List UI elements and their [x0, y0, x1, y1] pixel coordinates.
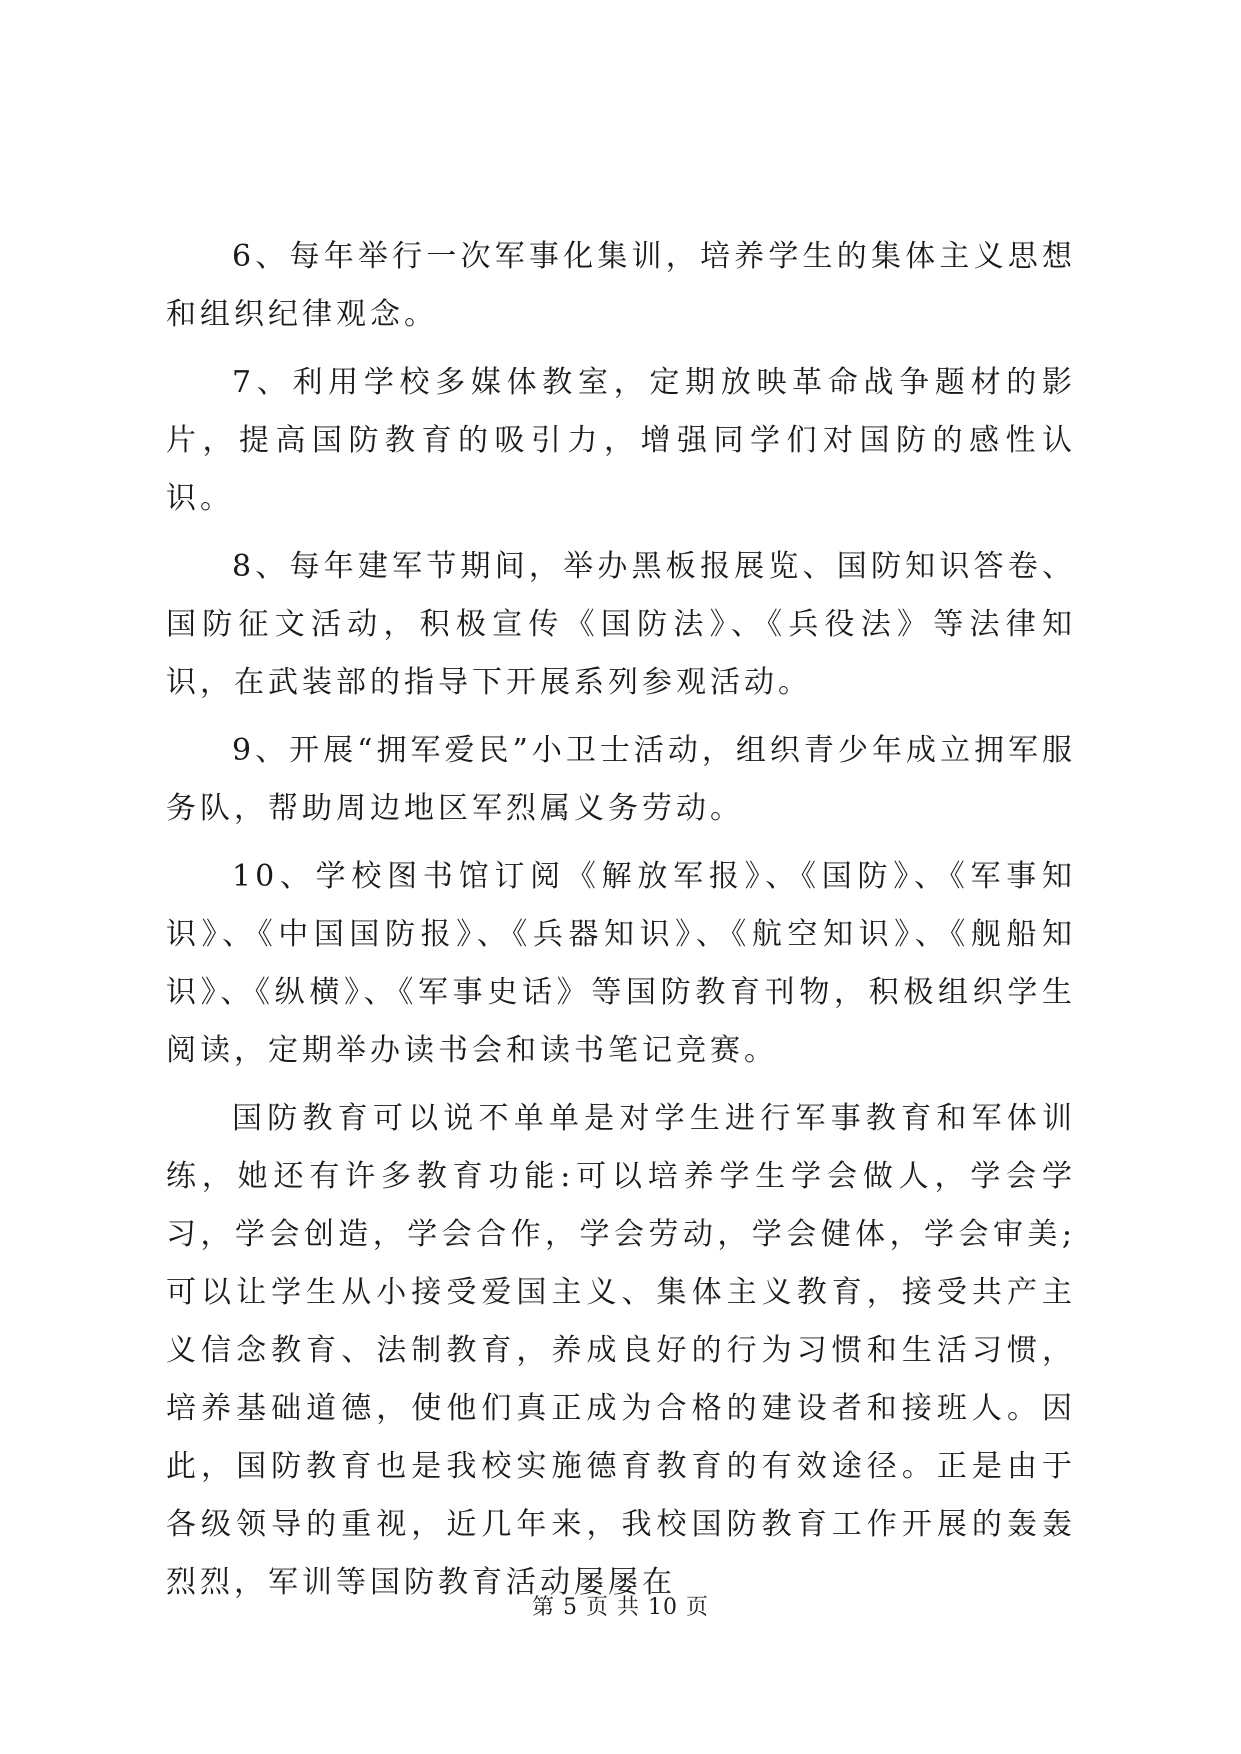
paragraph-item-7: 7、利用学校多媒体教室，定期放映革命战争题材的影片，提高国防教育的吸引力，增强同学们对国防的感性认识。 — [166, 365, 1076, 516]
paragraph-item-8: 8、每年建军节期间，举办黑板报展览、国防知识答卷、国防征文活动，积极宣传《国防法》、《兵役法》等法律知识，在武装部的指导下开展系列参观活动。 — [166, 549, 1076, 700]
document-body — [166, 228, 1076, 1622]
paragraph-item-6: 6、每年举行一次军事化集训，培养学生的集体主义思想和组织纪律观念。 — [166, 239, 1076, 332]
page-number-footer: 第 5 页 共 10 页 — [532, 1595, 709, 1620]
paragraph-summary: 国防教育可以说不单单是对学生进行军事教育和军体训练，她还有许多教育功能:可以培养学生学会做人，学会学习，学会创造，学会合作，学会劳动，学会健体，学会审美;可以让学生从小接受爱国主义、集体主义教育，接受共产主义信念教育、法制教育，养成良好的行为习惯和生活习惯，培养基础道德，使他们真正成为合格的建设者和接班人。因此，国防教育也是我校实施德育教育的有效途径。正是由于各级领导的重视，近几年来，我校国防教育工作开展的轰轰烈烈，军训等国防教育活动屡屡在 — [166, 1101, 1076, 1600]
paragraph-item-9: 9、开展“拥军爱民”小卫士活动，组织青少年成立拥军服务队，帮助周边地区军烈属义务劳动。 — [166, 733, 1076, 826]
paragraph-item-10: 10、学校图书馆订阅《解放军报》、《国防》、《军事知识》、《中国国防报》、《兵器知识》、《航空知识》、《舰船知识》、《纵横》、《军事史话》等国防教育刊物，积极组织学生阅读，定期举办读书会和读书笔记竞赛。 — [166, 859, 1076, 1068]
